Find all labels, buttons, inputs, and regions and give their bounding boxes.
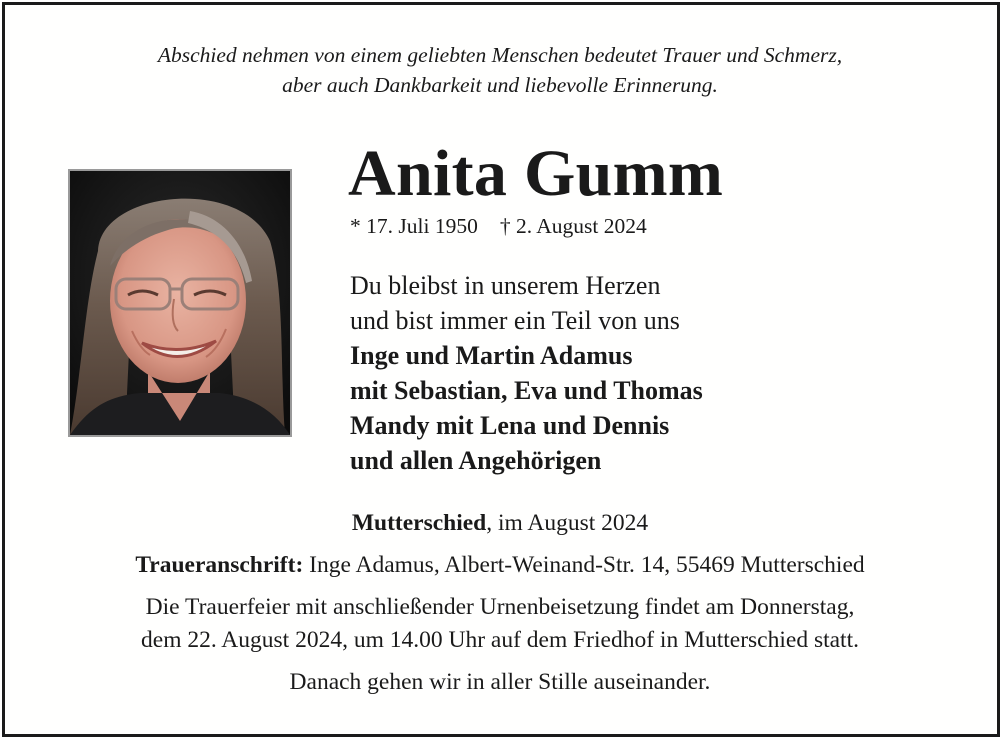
portrait-illustration xyxy=(70,171,290,435)
closing-note: Danach gehen wir in aller Stille auseinander. xyxy=(289,669,711,695)
mourner-line-3: Mandy mit Lena und Dennis xyxy=(350,411,670,440)
verse-line-2: und bist immer ein Teil von uns xyxy=(350,306,680,335)
intro-quote xyxy=(0,40,1000,100)
verse xyxy=(350,268,680,338)
ceremony-line-1: Die Trauerfeier mit anschließender Urnenbeisetzung findet am Donnerstag, xyxy=(145,594,855,620)
place-name: Mutterschied xyxy=(351,510,487,536)
mourning-address xyxy=(0,549,1000,581)
death-date: † 2. August 2024 xyxy=(499,214,647,238)
intro-line-1: Abschied nehmen von einem geliebten Menschen bedeutet Trauer und Schmerz, xyxy=(157,43,843,67)
deceased-name: Anita Gumm xyxy=(348,137,724,210)
address-text: Inge Adamus, Albert-Weinand-Str. 14, 55469 Mutterschied xyxy=(303,552,865,578)
mourner-line-2: mit Sebastian, Eva und Thomas xyxy=(350,376,703,405)
mourners-list xyxy=(350,338,703,478)
mourner-line-4: und allen Angehörigen xyxy=(350,446,602,475)
life-dates xyxy=(350,212,647,240)
ceremony-info xyxy=(0,591,1000,657)
place-and-date xyxy=(0,507,1000,539)
address-label: Traueranschrift: xyxy=(135,552,304,578)
portrait-photo xyxy=(68,169,292,437)
mourner-line-1: Inge und Martin Adamus xyxy=(350,341,633,370)
verse-line-1: Du bleibst in unserem Herzen xyxy=(350,271,661,300)
ceremony-line-2: dem 22. August 2024, um 14.00 Uhr auf dem Friedhof in Mutterschied statt. xyxy=(141,627,859,653)
date-text: , im August 2024 xyxy=(486,510,649,536)
intro-line-2: aber auch Dankbarkeit und liebevolle Erinnerung. xyxy=(282,73,718,97)
birth-date: * 17. Juli 1950 xyxy=(350,214,478,238)
